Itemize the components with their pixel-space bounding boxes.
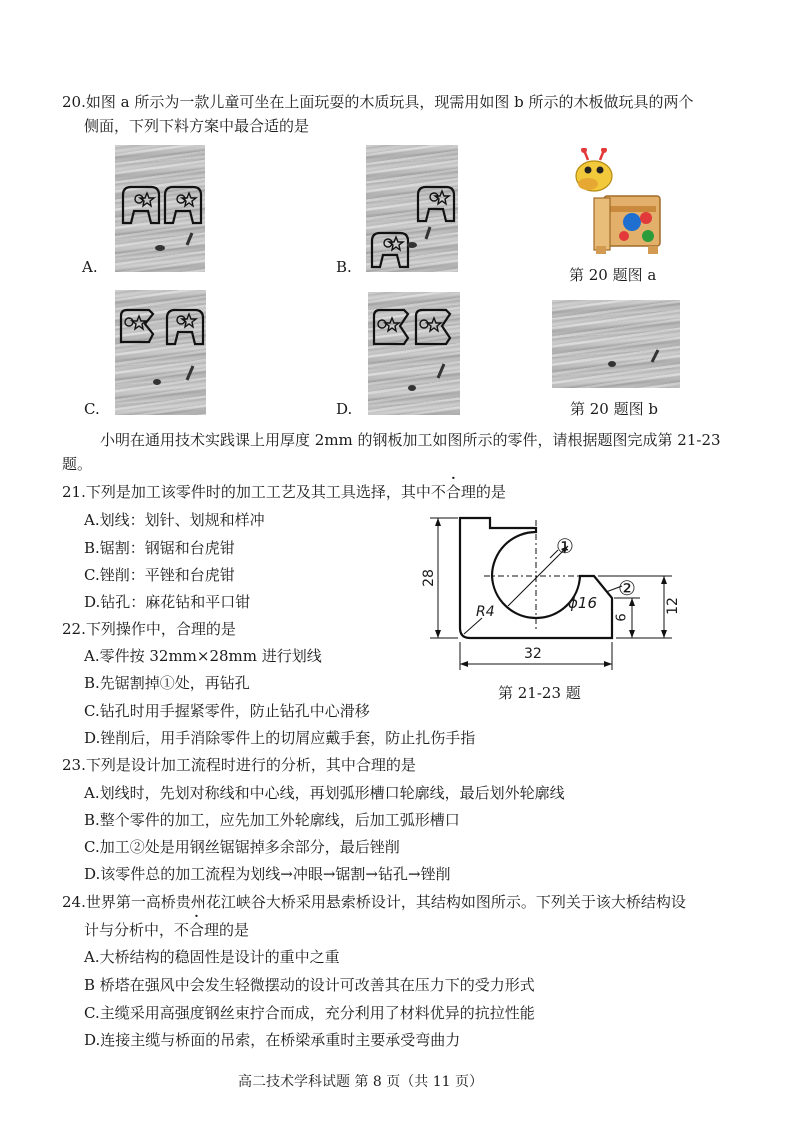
q23-option-b[interactable]: B.整个零件的加工，应先加工外轮廓线，后加工弧形槽口: [84, 811, 460, 829]
q20-option-c-board: [115, 290, 206, 415]
q20-stem-line1: 20.如图 a 所示为一款儿童可坐在上面玩耍的木质玩具，现需用如图 b 所示的木板做玩具的两个: [62, 93, 694, 111]
q20-figure-a-caption: 第 20 题图 a: [569, 266, 657, 284]
q21-option-b[interactable]: B.锯割：钢锯和台虎钳: [84, 539, 235, 557]
radius-label: R4: [476, 604, 495, 620]
q23-option-c[interactable]: C.加工②处是用钢丝锯锯掉多余部分，最后锉削: [84, 838, 400, 856]
q24-option-b[interactable]: B 桥塔在强风中会发生轻微摆动的设计可改善其在压力下的受力形式: [84, 976, 535, 994]
dim-6: 6: [614, 613, 630, 622]
q20-figure-b-caption: 第 20 题图 b: [570, 400, 658, 418]
diameter-label: ϕ16: [568, 594, 597, 612]
q24-stem-line1: 24.世界第一高桥贵州花江峡谷大桥采用悬索桥设计，其结构如图所示。下列关于该大桥结构设: [62, 893, 686, 911]
q21-option-a[interactable]: A.划线：划针、划规和样冲: [84, 511, 265, 529]
marker-1: ①: [556, 534, 574, 558]
q20-figure-b-board: [552, 300, 680, 388]
part-drawing: [420, 500, 680, 680]
q23-option-a[interactable]: A.划线时，先划对称线和中心线，再划弧形槽口轮廓线，最后划外轮廓线: [84, 784, 565, 802]
q22-option-c[interactable]: C.钻孔时用手握紧零件，防止钻孔中心滑移: [84, 702, 370, 720]
q20-option-b-layout: [366, 145, 458, 272]
q20-stem-line2: 侧面，下列下料方案中最合适的是: [84, 117, 310, 135]
q20-option-c-layout: [115, 290, 206, 415]
intro-line1: 小明在通用技术实践课上用厚度 2mm 的钢板加工如图所示的零件，请根据题图完成第 21-23: [100, 431, 721, 449]
q24-stem-line2: 计与分析中，不合理的是: [84, 921, 250, 939]
q21-stem: 21.下列是加工该零件时的加工工艺及其工具选择，其中不合理的是: [62, 483, 506, 501]
q24-option-a[interactable]: A.大桥结构的稳固性是设计的重中之重: [84, 948, 340, 966]
marker-2: ②: [618, 576, 636, 600]
dim-32: 32: [524, 646, 542, 662]
q24-option-d[interactable]: D.连接主缆与桥面的吊索，在桥梁承重时主要承受弯曲力: [84, 1031, 461, 1049]
dim-28: 28: [420, 569, 437, 587]
q20-option-a-board: [115, 145, 205, 272]
q23-option-d[interactable]: D.该零件总的加工流程为划线→冲眼→锯割→钻孔→锉削: [84, 865, 451, 883]
q24-stem-emphasis: 不合理: [174, 921, 220, 939]
dim-12: 12: [664, 597, 681, 615]
q23-stem: 23.下列是设计加工流程时进行的分析，其中合理的是: [62, 756, 416, 774]
q20-option-a-layout: [115, 145, 205, 272]
q20-option-b-label[interactable]: B.: [336, 258, 352, 276]
q20-option-d-label[interactable]: D.: [336, 400, 353, 418]
q20-option-d-board: [368, 292, 460, 415]
intro-line2: 题。: [62, 455, 93, 473]
q21-option-d[interactable]: D.钻孔：麻花钻和平口钳: [84, 593, 251, 611]
q22-option-d[interactable]: D.锉削后，用手消除零件上的切屑应戴手套，防止扎伤手指: [84, 729, 476, 747]
q20-option-b-board: [366, 145, 458, 272]
q21-option-c[interactable]: C.锉削：平锉和台虎钳: [84, 566, 235, 584]
q24-option-c[interactable]: C.主缆采用高强度钢丝束拧合而成，充分利用了材料优异的抗拉性能: [84, 1004, 535, 1022]
q20-option-d-layout: [368, 292, 460, 415]
q20-option-c-label[interactable]: C.: [84, 400, 100, 418]
q22-option-a[interactable]: A.零件按 32mm×28mm 进行划线: [84, 647, 322, 665]
q20-option-a-label[interactable]: A.: [82, 258, 98, 276]
q22-stem: 22.下列操作中，合理的是: [62, 620, 236, 638]
q21-stem-emphasis: 不合理: [430, 483, 476, 501]
part-drawing-caption: 第 21-23 题: [498, 684, 581, 702]
q22-option-b[interactable]: B.先锯割掉①处，再钻孔: [84, 674, 250, 692]
q20-figure-a-toy: [566, 148, 666, 258]
page-footer: 高二技术学科试题 第 8 页（共 11 页）: [238, 1074, 483, 1090]
